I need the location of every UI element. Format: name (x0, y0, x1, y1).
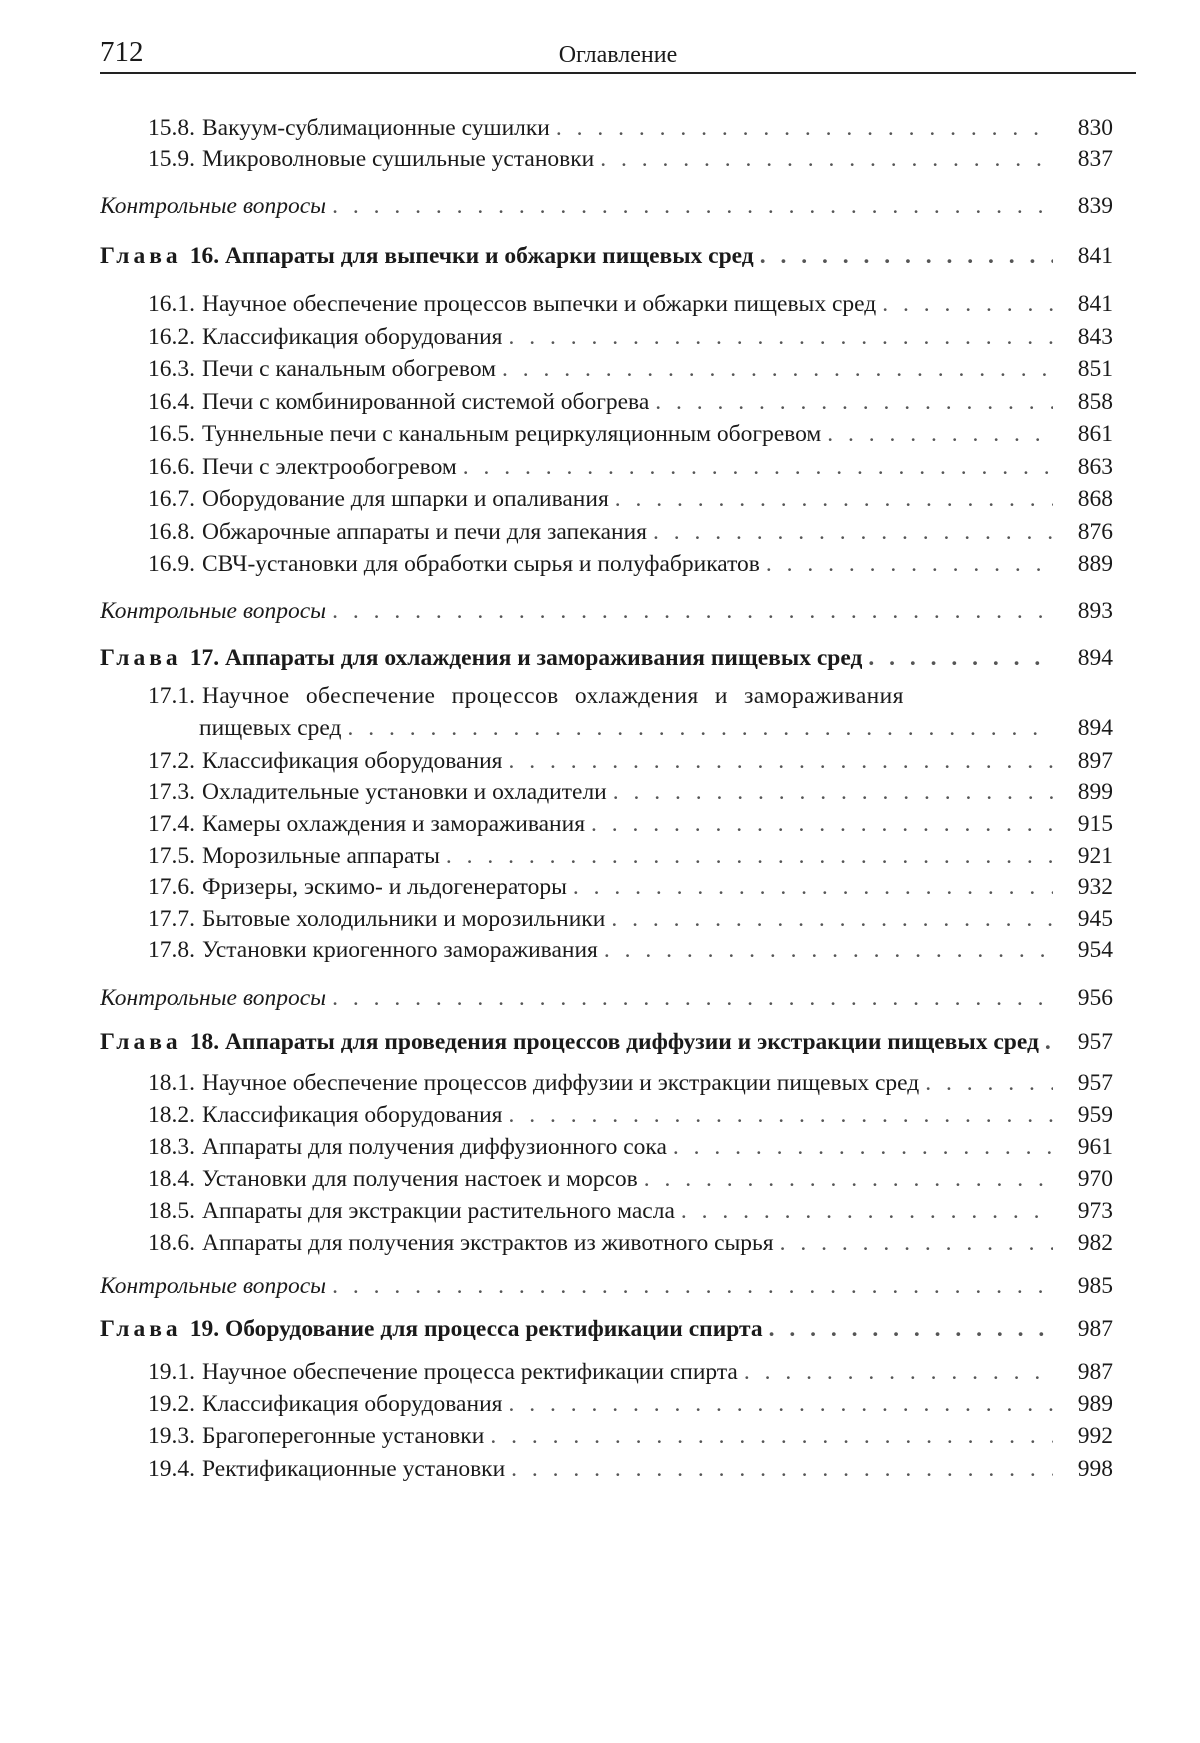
dot-leader (607, 779, 1053, 806)
page-ref: 841 (1077, 243, 1113, 269)
chapter-title: 16. Аппараты для выпечки и обжарки пищевых сред (189, 243, 754, 269)
page-ref: 932 (1077, 874, 1113, 900)
dot-leader (502, 748, 1053, 775)
dot-leader (609, 486, 1053, 513)
toc-section[interactable] (148, 551, 1113, 585)
page-ref: 970 (1077, 1166, 1113, 1192)
page-ref: 957 (1077, 1070, 1113, 1096)
page-ref: 992 (1077, 1423, 1113, 1449)
toc-section[interactable] (148, 486, 1113, 520)
toc-section[interactable] (148, 1359, 1113, 1393)
dot-leader (754, 243, 1053, 270)
running-title: Оглавление (558, 42, 678, 68)
dot-leader (496, 356, 1053, 383)
chapter-title: 18. Аппараты для проведения процессов диффузии и экстракции пищевых сред (189, 1029, 1039, 1055)
toc-section[interactable] (148, 874, 1113, 908)
chapter-label: Глава (100, 243, 182, 269)
toc-questions[interactable] (100, 1273, 1113, 1307)
page-ref: 957 (1077, 1029, 1113, 1055)
page-ref: 841 (1077, 291, 1113, 317)
section-number: 18.3. (148, 1134, 195, 1160)
section-number: 16.6. (148, 454, 195, 480)
dot-leader (760, 551, 1053, 578)
section-title: Туннельные печи с канальным рециркуляционным обогревом (202, 421, 822, 447)
section-number: 18.1. (148, 1070, 195, 1096)
page-ref: 868 (1077, 486, 1113, 512)
dot-leader (738, 1359, 1053, 1386)
section-title: Научное обеспечение процессов выпечки и обжарки пищевых сред (202, 291, 877, 317)
section-title: Классификация оборудования (202, 324, 503, 350)
dot-leader (1039, 1029, 1053, 1056)
questions-title: Контрольные вопросы (100, 985, 327, 1011)
dot-leader (862, 645, 1053, 672)
section-number: 17.1. (148, 683, 195, 709)
section-title: Классификация оборудования (202, 1391, 503, 1417)
toc-questions[interactable] (100, 193, 1113, 227)
toc-section[interactable] (148, 748, 1113, 782)
section-number: 16.7. (148, 486, 195, 512)
section-title: Научное обеспечение процессов диффузии и экстракции пищевых сред (202, 1070, 920, 1096)
page-ref: 839 (1077, 193, 1113, 219)
chapter-title: 17. Аппараты для охлаждения и замораживания пищевых сред (189, 645, 863, 671)
toc-section[interactable] (148, 421, 1113, 455)
dot-leader (647, 519, 1053, 546)
section-number: 19.3. (148, 1423, 195, 1449)
dot-leader (605, 906, 1053, 933)
section-number: 16.9. (148, 551, 195, 577)
section-title: Фризеры, эскимо- и льдогенераторы (202, 874, 567, 900)
page-ref: 956 (1077, 985, 1113, 1011)
page-ref: 897 (1077, 748, 1113, 774)
section-number: 18.5. (148, 1198, 195, 1224)
section-title: Охладительные установки и охладители (202, 779, 607, 805)
page-number: 712 (100, 36, 144, 68)
section-number: 16.2. (148, 324, 195, 350)
section-title: Оборудование для шпарки и опаливания (202, 486, 609, 512)
page-ref: 851 (1077, 356, 1113, 382)
section-number: 17.2. (148, 748, 195, 774)
page-ref: 894 (1077, 645, 1113, 671)
questions-title: Контрольные вопросы (100, 193, 327, 219)
page-ref: 987 (1077, 1316, 1113, 1342)
section-title: Камеры охлаждения и замораживания (202, 811, 585, 837)
dot-leader (440, 843, 1053, 870)
toc-section[interactable] (148, 779, 1113, 813)
dot-leader (876, 291, 1053, 318)
toc-section[interactable] (148, 1070, 1113, 1104)
section-title: Обжарочные аппараты и печи для запекания (202, 519, 647, 545)
page-ref: 989 (1077, 1391, 1113, 1417)
section-number: 19.2. (148, 1391, 195, 1417)
dot-leader (505, 1456, 1053, 1483)
toc-section-line1[interactable] (148, 683, 1113, 710)
page-ref: 987 (1077, 1359, 1113, 1385)
toc-section[interactable] (148, 356, 1113, 390)
section-number: 17.8. (148, 937, 195, 963)
page-header (100, 36, 1136, 74)
section-number: 18.2. (148, 1102, 195, 1128)
dot-leader (326, 1273, 1053, 1300)
chapter-title: 19. Оборудование для процесса ректификации спирта (189, 1316, 763, 1342)
section-number: 17.7. (148, 906, 195, 932)
dot-leader (821, 421, 1053, 448)
section-number: 19.4. (148, 1456, 195, 1482)
page-ref: 830 (1077, 115, 1113, 141)
toc-section[interactable] (148, 1230, 1113, 1264)
page-ref: 961 (1077, 1134, 1113, 1160)
toc-section[interactable] (148, 324, 1113, 358)
dot-leader (326, 193, 1053, 220)
toc-section[interactable] (148, 389, 1113, 423)
page-ref: 889 (1077, 551, 1113, 577)
dot-leader (502, 1391, 1053, 1418)
section-number: 18.6. (148, 1230, 195, 1256)
toc-questions[interactable] (100, 985, 1113, 1019)
section-title: Аппараты для получения диффузионного сока (202, 1134, 667, 1160)
page-ref: 915 (1077, 811, 1113, 837)
toc-chapter[interactable] (100, 243, 1113, 277)
chapter-label: Глава (100, 1316, 182, 1342)
chapter-label: Глава (100, 1029, 182, 1055)
dot-leader (919, 1070, 1053, 1097)
toc-chapter[interactable] (100, 1029, 1113, 1063)
chapter-label: Глава (100, 645, 182, 671)
section-title: СВЧ-установки для обработки сырья и полуфабрикатов (202, 551, 760, 577)
toc-section[interactable] (148, 519, 1113, 553)
dot-leader (457, 454, 1053, 481)
section-title: Бытовые холодильники и морозильники (202, 906, 606, 932)
toc-section[interactable] (148, 937, 1113, 971)
section-number: 15.8. (148, 115, 195, 141)
section-number: 17.3. (148, 779, 195, 805)
dot-leader (567, 874, 1053, 901)
toc-section[interactable] (148, 1391, 1113, 1425)
questions-title: Контрольные вопросы (100, 1273, 327, 1299)
toc-section[interactable] (148, 291, 1113, 325)
dot-leader (598, 937, 1053, 964)
dot-leader (638, 1166, 1053, 1193)
page-ref: 861 (1077, 421, 1113, 447)
dot-leader (341, 715, 1053, 742)
section-number: 16.4. (148, 389, 195, 415)
page-ref: 894 (1077, 715, 1113, 741)
toc-chapter[interactable] (100, 1316, 1113, 1350)
section-number: 16.5. (148, 421, 195, 447)
toc-section[interactable] (148, 1166, 1113, 1200)
section-title: Аппараты для получения экстрактов из животного сырья (202, 1230, 774, 1256)
toc-section[interactable] (148, 906, 1113, 940)
section-number: 18.4. (148, 1166, 195, 1192)
toc-section[interactable] (148, 1423, 1113, 1457)
dot-leader (550, 115, 1053, 142)
section-title: Печи с канальным обогревом (202, 356, 497, 382)
section-title: Установки криогенного замораживания (202, 937, 598, 963)
section-title: Установки для получения настоек и морсов (202, 1166, 638, 1192)
toc-section[interactable] (148, 1198, 1113, 1232)
toc-section[interactable] (148, 454, 1113, 488)
section-title: Аппараты для экстракции растительного масла (202, 1198, 675, 1224)
page-ref: 998 (1077, 1456, 1113, 1482)
dot-leader (763, 1316, 1053, 1343)
section-title: Научное обеспечение процессов охлаждения и замораживания (202, 683, 904, 709)
section-number: 15.9. (148, 146, 195, 172)
section-title: Научное обеспечение процесса ректификации спирта (202, 1359, 738, 1385)
page-ref: 858 (1077, 389, 1113, 415)
page-ref: 837 (1077, 146, 1113, 172)
page-ref: 954 (1077, 937, 1113, 963)
page-ref: 863 (1077, 454, 1113, 480)
dot-leader (649, 389, 1053, 416)
section-title-continued: пищевых сред (199, 715, 342, 741)
toc-section[interactable] (148, 1456, 1113, 1490)
page-ref: 973 (1077, 1198, 1113, 1224)
toc-section[interactable] (148, 1134, 1113, 1168)
section-title: Морозильные аппараты (202, 843, 440, 869)
dot-leader (667, 1134, 1053, 1161)
section-title: Вакуум-сублимационные сушилки (202, 115, 550, 141)
section-number: 17.5. (148, 843, 195, 869)
toc-section[interactable] (148, 811, 1113, 845)
dot-leader (326, 598, 1053, 625)
page-ref: 843 (1077, 324, 1113, 350)
toc-section[interactable] (148, 115, 1113, 149)
dot-leader (502, 1102, 1053, 1129)
page-ref: 985 (1077, 1273, 1113, 1299)
toc-section[interactable] (148, 1102, 1113, 1136)
section-title: Печи с электрообогревом (202, 454, 457, 480)
dot-leader (484, 1423, 1053, 1450)
questions-title: Контрольные вопросы (100, 598, 327, 624)
toc-chapter[interactable] (100, 645, 1113, 679)
toc-questions[interactable] (100, 598, 1113, 632)
dot-leader (326, 985, 1053, 1012)
page-ref: 876 (1077, 519, 1113, 545)
dot-leader (675, 1198, 1053, 1225)
dot-leader (594, 146, 1053, 173)
page-ref: 982 (1077, 1230, 1113, 1256)
section-number: 17.4. (148, 811, 195, 837)
section-title: Ректификационные установки (202, 1456, 506, 1482)
section-title: Классификация оборудования (202, 1102, 503, 1128)
dot-leader (502, 324, 1053, 351)
toc-section[interactable] (148, 146, 1113, 180)
page-ref: 959 (1077, 1102, 1113, 1128)
section-title: Печи с комбинированной системой обогрева (202, 389, 650, 415)
section-number: 19.1. (148, 1359, 195, 1385)
section-title: Брагоперегонные установки (202, 1423, 485, 1449)
page-ref: 899 (1077, 779, 1113, 805)
page-ref: 945 (1077, 906, 1113, 932)
section-number: 17.6. (148, 874, 195, 900)
page-ref: 893 (1077, 598, 1113, 624)
section-title: Классификация оборудования (202, 748, 503, 774)
page-ref: 921 (1077, 843, 1113, 869)
dot-leader (774, 1230, 1053, 1257)
dot-leader (585, 811, 1053, 838)
toc-section-line2[interactable] (199, 715, 1113, 749)
section-number: 16.3. (148, 356, 195, 382)
section-title: Микроволновые сушильные установки (202, 146, 595, 172)
section-number: 16.1. (148, 291, 195, 317)
toc-section[interactable] (148, 843, 1113, 877)
section-number: 16.8. (148, 519, 195, 545)
